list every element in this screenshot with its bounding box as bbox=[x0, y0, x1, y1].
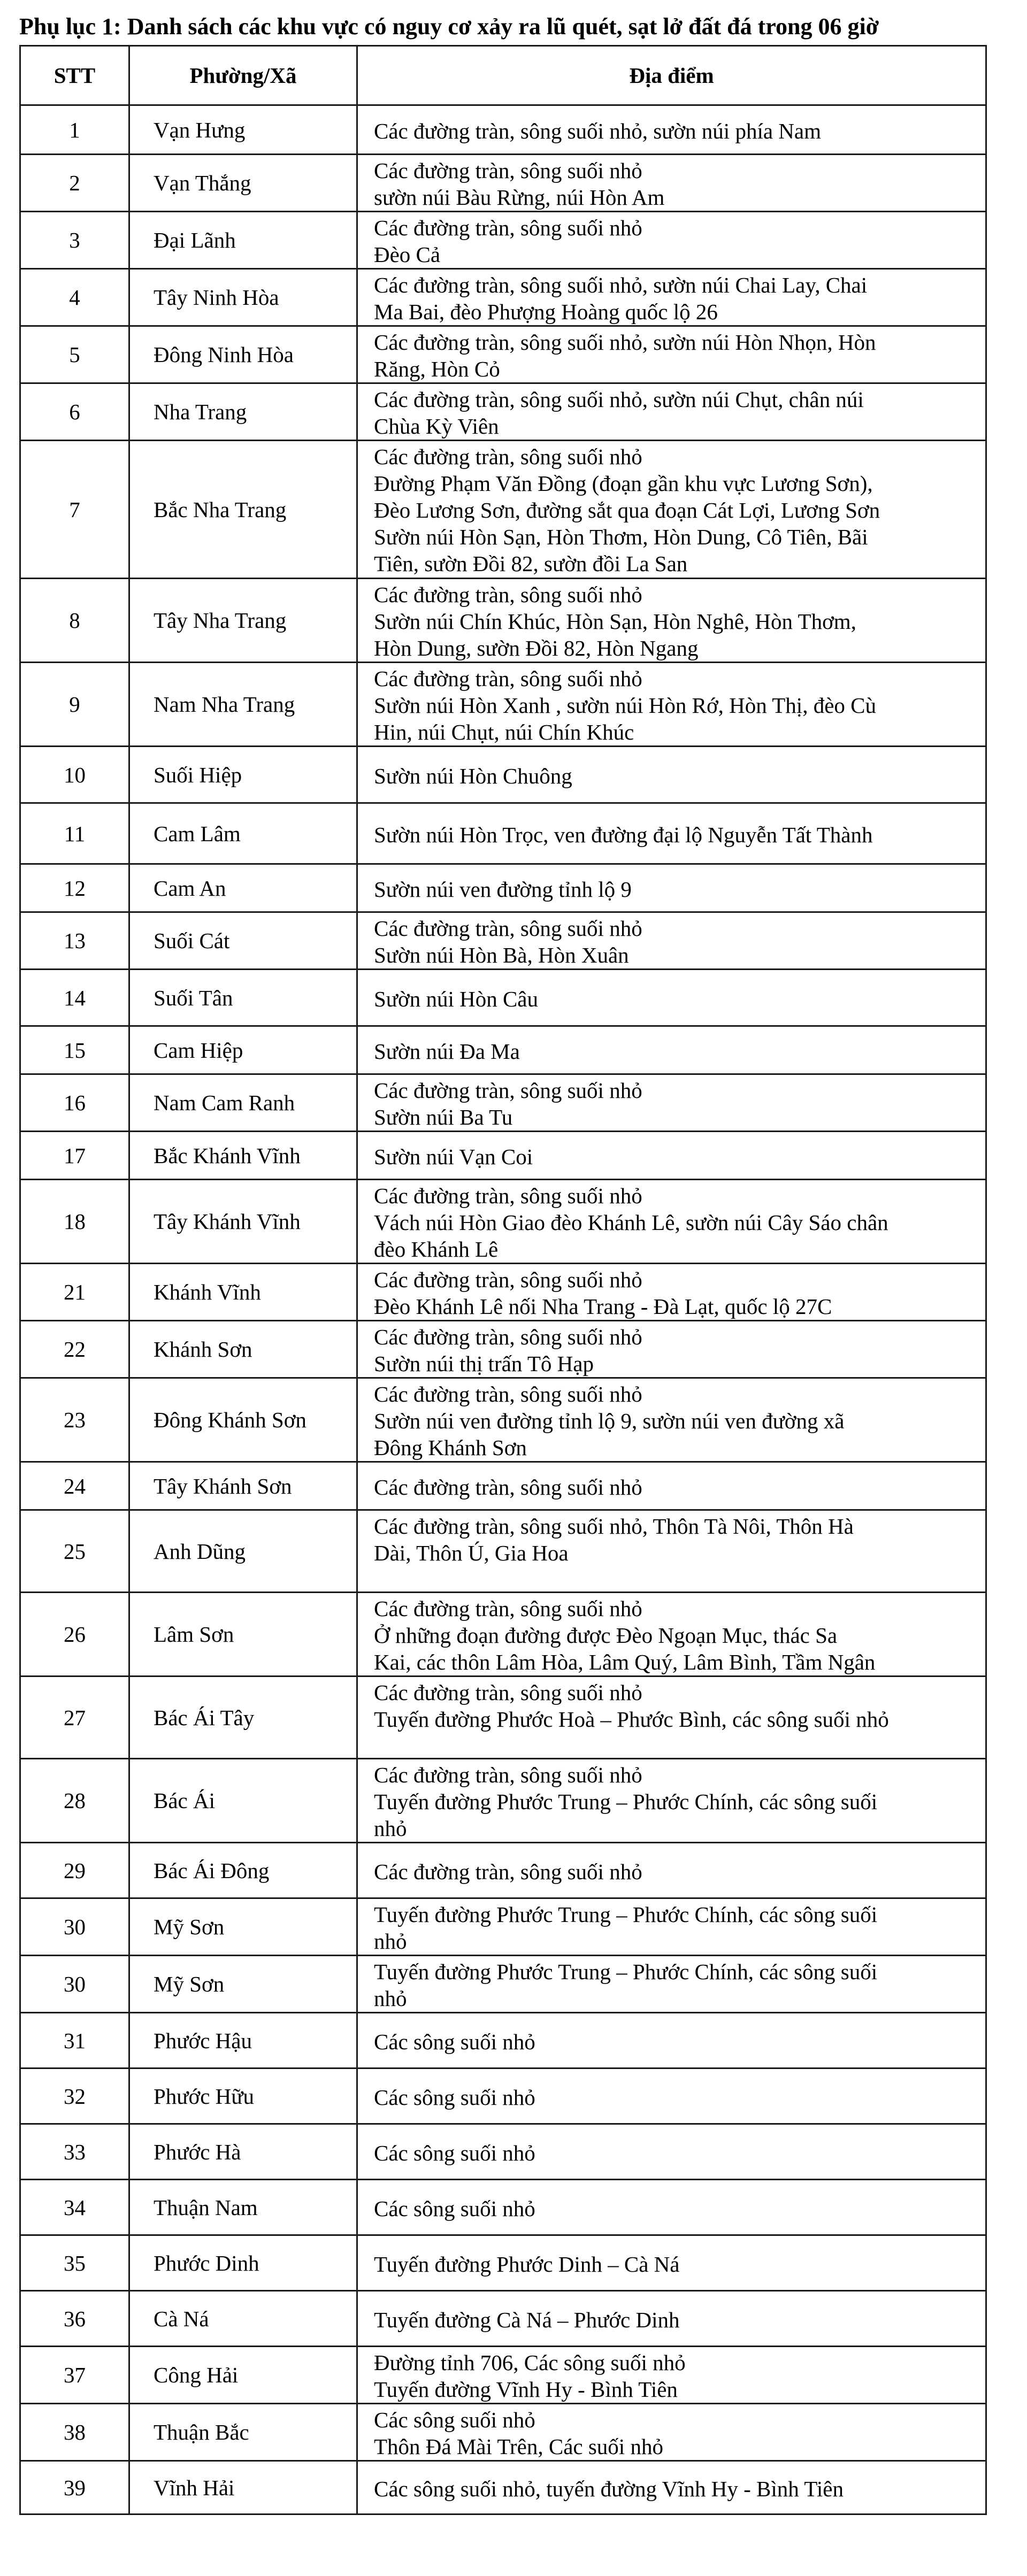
cell-location bbox=[357, 441, 986, 579]
cell-location bbox=[357, 2069, 986, 2124]
location-line: Sườn núi Hòn Trọc, ven đường đại lộ Nguyễn Tất Thành bbox=[374, 822, 873, 847]
cell-location bbox=[357, 1510, 986, 1593]
cell-ward: Phước Hữu bbox=[129, 2069, 357, 2124]
cell-ward: Bác Ái Đông bbox=[129, 1843, 357, 1898]
cell-ward: Vạn Thắng bbox=[129, 155, 357, 212]
location-line: Các sông suối nhỏ bbox=[374, 2029, 535, 2054]
cell-ward: Nha Trang bbox=[129, 383, 357, 441]
cell-ward: Bắc Nha Trang bbox=[129, 441, 357, 579]
table-row bbox=[20, 269, 986, 326]
cell-location bbox=[357, 1074, 986, 1132]
location-line: Hòn Dung, sườn Đồi 82, Hòn Ngang bbox=[374, 636, 699, 660]
table-row bbox=[20, 1677, 986, 1759]
location-line: Các đường tràn, sông suối nhỏ bbox=[374, 1382, 642, 1406]
cell-location bbox=[357, 2461, 986, 2515]
cell-stt: 4 bbox=[20, 269, 129, 326]
location-line: Các đường tràn, sông suối nhỏ bbox=[374, 1078, 642, 1103]
location-line: Đường tỉnh 706, Các sông suối nhỏ bbox=[374, 2350, 686, 2375]
cell-location bbox=[357, 326, 986, 383]
cell-stt: 28 bbox=[20, 1759, 129, 1843]
cell-location bbox=[357, 105, 986, 155]
cell-stt: 25 bbox=[20, 1510, 129, 1593]
location-line: sườn núi Bàu Rừng, núi Hòn Am bbox=[374, 185, 665, 210]
location-line: Các đường tràn, sông suối nhỏ bbox=[374, 1183, 642, 1208]
cell-stt: 27 bbox=[20, 1677, 129, 1759]
cell-location bbox=[357, 155, 986, 212]
cell-location bbox=[357, 2291, 986, 2347]
cell-location bbox=[357, 1593, 986, 1677]
cell-stt: 39 bbox=[20, 2461, 129, 2515]
location-line: Đèo Cả bbox=[374, 242, 441, 267]
cell-ward: Bác Ái bbox=[129, 1759, 357, 1843]
location-line: Các sông suối nhỏ, tuyến đường Vĩnh Hy - Bình Tiên bbox=[374, 2476, 844, 2501]
table-row bbox=[20, 1759, 986, 1843]
cell-location bbox=[357, 864, 986, 912]
location-line: Dài, Thôn Ú, Gia Hoa bbox=[374, 1541, 569, 1565]
cell-ward: Mỹ Sơn bbox=[129, 1956, 357, 2013]
location-line: Các đường tràn, sông suối nhỏ bbox=[374, 916, 642, 941]
location-line: Các đường tràn, sông suối nhỏ bbox=[374, 666, 642, 691]
table-row bbox=[20, 1264, 986, 1321]
table-row bbox=[20, 579, 986, 663]
cell-stt: 1 bbox=[20, 105, 129, 155]
cell-stt: 33 bbox=[20, 2124, 129, 2180]
cell-stt: 32 bbox=[20, 2069, 129, 2124]
cell-ward: Cam Lâm bbox=[129, 803, 357, 864]
cell-ward: Tây Nha Trang bbox=[129, 579, 357, 663]
cell-stt: 5 bbox=[20, 326, 129, 383]
location-line: Các sông suối nhỏ bbox=[374, 2085, 535, 2110]
cell-ward: Khánh Sơn bbox=[129, 1321, 357, 1378]
cell-stt: 24 bbox=[20, 1462, 129, 1510]
cell-stt: 18 bbox=[20, 1180, 129, 1264]
table-row bbox=[20, 2124, 986, 2180]
cell-stt: 37 bbox=[20, 2347, 129, 2404]
table-row bbox=[20, 663, 986, 747]
table-row bbox=[20, 1462, 986, 1510]
cell-stt: 3 bbox=[20, 212, 129, 269]
location-line: Sườn núi Hòn Xanh , sườn núi Hòn Rớ, Hòn Thị, đèo Cù bbox=[374, 693, 876, 718]
location-line: Chùa Kỳ Viên bbox=[374, 414, 499, 439]
table-row bbox=[20, 2013, 986, 2069]
cell-stt: 29 bbox=[20, 1843, 129, 1898]
location-line: Sườn núi Hòn Chuông bbox=[374, 763, 572, 788]
location-line: Các sông suối nhỏ bbox=[374, 2408, 535, 2432]
cell-location bbox=[357, 803, 986, 864]
cell-location bbox=[357, 970, 986, 1026]
cell-ward: Cà Ná bbox=[129, 2291, 357, 2347]
header-stt: STT bbox=[20, 46, 129, 105]
table-row bbox=[20, 747, 986, 803]
location-line: Các đường tràn, sông suối nhỏ, sườn núi phía Nam bbox=[374, 118, 821, 143]
appendix-title: Phụ lục 1: Danh sách các khu vực có nguy cơ xảy ra lũ quét, sạt lở đất đá trong 06 giờ bbox=[19, 13, 879, 40]
table-header-row bbox=[20, 46, 986, 105]
cell-location bbox=[357, 579, 986, 663]
table-row bbox=[20, 441, 986, 579]
location-line: Các đường tràn, sông suối nhỏ, Thôn Tà Nôi, Thôn Hà bbox=[374, 1514, 854, 1539]
cell-stt: 16 bbox=[20, 1074, 129, 1132]
location-line: Tuyến đường Cà Ná – Phước Dinh bbox=[374, 2307, 680, 2332]
location-line: Sườn núi Hòn Câu bbox=[374, 986, 538, 1011]
cell-stt: 8 bbox=[20, 579, 129, 663]
cell-location bbox=[357, 1677, 986, 1759]
cell-ward: Tây Khánh Sơn bbox=[129, 1462, 357, 1510]
location-line: Các đường tràn, sông suối nhỏ, sườn núi Hòn Nhọn, Hòn bbox=[374, 330, 876, 355]
location-line: Kai, các thôn Lâm Hòa, Lâm Quý, Lâm Bình, Tầm Ngân bbox=[374, 1650, 876, 1674]
table-row bbox=[20, 970, 986, 1026]
cell-stt: 23 bbox=[20, 1378, 129, 1462]
cell-location bbox=[357, 1264, 986, 1321]
cell-ward: Vạn Hưng bbox=[129, 105, 357, 155]
cell-location bbox=[357, 2013, 986, 2069]
table-row bbox=[20, 912, 986, 970]
location-line: Các đường tràn, sông suối nhỏ bbox=[374, 1325, 642, 1349]
table-row bbox=[20, 155, 986, 212]
location-line: Tuyến đường Phước Trung – Phước Chính, các sông suối bbox=[374, 1902, 878, 1927]
cell-stt: 30 bbox=[20, 1956, 129, 2013]
table-row bbox=[20, 2180, 986, 2235]
cell-location bbox=[357, 2124, 986, 2180]
cell-ward: Suối Hiệp bbox=[129, 747, 357, 803]
table-body bbox=[20, 105, 986, 2515]
cell-location bbox=[357, 912, 986, 970]
cell-stt: 14 bbox=[20, 970, 129, 1026]
cell-ward: Cam An bbox=[129, 864, 357, 912]
location-line: Các đường tràn, sông suối nhỏ, sườn núi Chai Lay, Chai bbox=[374, 273, 868, 297]
cell-ward: Đại Lãnh bbox=[129, 212, 357, 269]
cell-stt: 31 bbox=[20, 2013, 129, 2069]
cell-ward: Anh Dũng bbox=[129, 1510, 357, 1593]
location-line: Các đường tràn, sông suối nhỏ, sườn núi Chụt, chân núi bbox=[374, 387, 864, 412]
cell-stt: 34 bbox=[20, 2180, 129, 2235]
table-row bbox=[20, 1593, 986, 1677]
cell-location bbox=[357, 2404, 986, 2461]
cell-ward: Phước Hà bbox=[129, 2124, 357, 2180]
cell-ward: Phước Hậu bbox=[129, 2013, 357, 2069]
table-row bbox=[20, 1956, 986, 2013]
location-line: Vách núi Hòn Giao đèo Khánh Lê, sườn núi Cây Sáo chân bbox=[374, 1210, 888, 1235]
cell-stt: 15 bbox=[20, 1026, 129, 1074]
location-line: Các đường tràn, sông suối nhỏ bbox=[374, 582, 642, 607]
location-line: Sườn núi ven đường tỉnh lộ 9, sườn núi ven đường xã bbox=[374, 1409, 845, 1433]
cell-ward: Thuận Nam bbox=[129, 2180, 357, 2235]
cell-stt: 36 bbox=[20, 2291, 129, 2347]
location-line: Đường Phạm Văn Đồng (đoạn gần khu vực Lương Sơn), bbox=[374, 471, 873, 496]
location-line: nhỏ bbox=[374, 1816, 407, 1841]
location-line: Sườn núi thị trấn Tô Hạp bbox=[374, 1351, 594, 1376]
cell-location bbox=[357, 1956, 986, 2013]
location-line: Các đường tràn, sông suối nhỏ bbox=[374, 1859, 642, 1884]
cell-ward: Vĩnh Hải bbox=[129, 2461, 357, 2515]
cell-stt: 38 bbox=[20, 2404, 129, 2461]
cell-ward: Suối Cát bbox=[129, 912, 357, 970]
location-line: Các sông suối nhỏ bbox=[374, 2196, 535, 2221]
cell-ward: Nam Nha Trang bbox=[129, 663, 357, 747]
location-line: Các đường tràn, sông suối nhỏ bbox=[374, 1596, 642, 1621]
cell-stt: 11 bbox=[20, 803, 129, 864]
cell-ward: Nam Cam Ranh bbox=[129, 1074, 357, 1132]
location-line: Sườn núi Vạn Coi bbox=[374, 1144, 533, 1169]
location-line: Các đường tràn, sông suối nhỏ bbox=[374, 1474, 642, 1500]
cell-location bbox=[357, 1132, 986, 1180]
table-row bbox=[20, 1378, 986, 1462]
cell-location bbox=[357, 1180, 986, 1264]
location-line: Đông Khánh Sơn bbox=[374, 1435, 527, 1460]
location-line: Răng, Hòn Cỏ bbox=[374, 357, 500, 381]
location-line: đèo Khánh Lê bbox=[374, 1237, 499, 1262]
table-row bbox=[20, 2069, 986, 2124]
location-line: Tuyến đường Vĩnh Hy - Bình Tiên bbox=[374, 2377, 678, 2402]
table-row bbox=[20, 1321, 986, 1378]
table-row bbox=[20, 105, 986, 155]
cell-location bbox=[357, 1759, 986, 1843]
location-line: Tuyến đường Phước Trung – Phước Chính, các sông suối bbox=[374, 1789, 878, 1814]
cell-ward: Tây Ninh Hòa bbox=[129, 269, 357, 326]
table-row bbox=[20, 1180, 986, 1264]
cell-ward: Công Hải bbox=[129, 2347, 357, 2404]
table-row bbox=[20, 1026, 986, 1074]
cell-ward: Lâm Sơn bbox=[129, 1593, 357, 1677]
cell-ward: Bắc Khánh Vĩnh bbox=[129, 1132, 357, 1180]
cell-location bbox=[357, 1321, 986, 1378]
table-row bbox=[20, 383, 986, 441]
cell-location bbox=[357, 663, 986, 747]
cell-ward: Đông Ninh Hòa bbox=[129, 326, 357, 383]
cell-stt: 17 bbox=[20, 1132, 129, 1180]
cell-ward: Thuận Bắc bbox=[129, 2404, 357, 2461]
table-row bbox=[20, 2347, 986, 2404]
location-line: Thôn Đá Mài Trên, Các suối nhỏ bbox=[374, 2434, 663, 2459]
location-line: Các đường tràn, sông suối nhỏ bbox=[374, 444, 642, 469]
table-row bbox=[20, 2404, 986, 2461]
location-line: Sườn núi Hòn Sạn, Hòn Thơm, Hòn Dung, Cô Tiên, Bãi bbox=[374, 525, 868, 549]
table-row bbox=[20, 212, 986, 269]
table-row bbox=[20, 326, 986, 383]
location-line: Các sông suối nhỏ bbox=[374, 2140, 535, 2165]
location-line: Tuyến đường Phước Trung – Phước Chính, các sông suối bbox=[374, 1959, 878, 1984]
cell-location bbox=[357, 383, 986, 441]
cell-stt: 21 bbox=[20, 1264, 129, 1321]
cell-location bbox=[357, 1843, 986, 1898]
cell-location bbox=[357, 269, 986, 326]
location-line: Các đường tràn, sông suối nhỏ bbox=[374, 1763, 642, 1787]
cell-stt: 10 bbox=[20, 747, 129, 803]
location-line: Sườn núi Ba Tu bbox=[374, 1105, 513, 1129]
cell-location bbox=[357, 2180, 986, 2235]
location-line: nhỏ bbox=[374, 1986, 407, 2011]
table-row bbox=[20, 1843, 986, 1898]
cell-ward: Đông Khánh Sơn bbox=[129, 1378, 357, 1462]
cell-stt: 2 bbox=[20, 155, 129, 212]
table-row bbox=[20, 1898, 986, 1956]
cell-stt: 30 bbox=[20, 1898, 129, 1956]
table-row bbox=[20, 2461, 986, 2515]
cell-stt: 6 bbox=[20, 383, 129, 441]
cell-stt: 13 bbox=[20, 912, 129, 970]
table-row bbox=[20, 1132, 986, 1180]
location-line: Sườn núi Chín Khúc, Hòn Sạn, Hòn Nghê, Hòn Thơm, bbox=[374, 609, 856, 634]
location-line: Ở những đoạn đường được Đèo Ngoạn Mục, thác Sa bbox=[374, 1623, 838, 1648]
cell-location bbox=[357, 1462, 986, 1510]
cell-stt: 35 bbox=[20, 2235, 129, 2291]
header-location: Địa điểm bbox=[357, 46, 986, 105]
table-row bbox=[20, 1074, 986, 1132]
location-line: Tiên, sườn Đồi 82, sườn đồi La San bbox=[374, 551, 688, 576]
cell-location bbox=[357, 1026, 986, 1074]
location-line: nhỏ bbox=[374, 1929, 407, 1954]
table-row bbox=[20, 1510, 986, 1593]
cell-ward: Suối Tân bbox=[129, 970, 357, 1026]
location-line: Các đường tràn, sông suối nhỏ bbox=[374, 1680, 642, 1705]
table-row bbox=[20, 864, 986, 912]
location-line: Ma Bai, đèo Phượng Hoàng quốc lộ 26 bbox=[374, 299, 718, 324]
cell-ward: Phước Dinh bbox=[129, 2235, 357, 2291]
location-line: Tuyến đường Phước Hoà – Phước Bình, các sông suối nhỏ bbox=[374, 1707, 889, 1732]
location-line: Tuyến đường Phước Dinh – Cà Ná bbox=[374, 2251, 680, 2277]
location-line: Đèo Lương Sơn, đường sắt qua đoạn Cát Lợi, Lương Sơn bbox=[374, 498, 880, 522]
location-line: Các đường tràn, sông suối nhỏ bbox=[374, 1267, 642, 1292]
table-row bbox=[20, 2235, 986, 2291]
header-ward: Phường/Xã bbox=[129, 46, 357, 105]
location-line: Các đường tràn, sông suối nhỏ bbox=[374, 158, 642, 183]
cell-location bbox=[357, 747, 986, 803]
cell-ward: Tây Khánh Vĩnh bbox=[129, 1180, 357, 1264]
cell-ward: Bác Ái Tây bbox=[129, 1677, 357, 1759]
location-line: Sườn núi Hòn Bà, Hòn Xuân bbox=[374, 943, 629, 967]
cell-location bbox=[357, 1898, 986, 1956]
risk-area-table bbox=[19, 45, 987, 2515]
cell-ward: Mỹ Sơn bbox=[129, 1898, 357, 1956]
cell-stt: 12 bbox=[20, 864, 129, 912]
table-row bbox=[20, 2291, 986, 2347]
cell-location bbox=[357, 2235, 986, 2291]
cell-stt: 9 bbox=[20, 663, 129, 747]
location-line: Hin, núi Chụt, núi Chín Khúc bbox=[374, 720, 634, 744]
cell-location bbox=[357, 212, 986, 269]
cell-stt: 26 bbox=[20, 1593, 129, 1677]
location-line: Sườn núi ven đường tỉnh lộ 9 bbox=[374, 876, 632, 902]
location-line: Các đường tràn, sông suối nhỏ bbox=[374, 216, 642, 240]
location-line: Sườn núi Đa Ma bbox=[374, 1039, 520, 1064]
cell-location bbox=[357, 1378, 986, 1462]
cell-ward: Cam Hiệp bbox=[129, 1026, 357, 1074]
location-line: Đèo Khánh Lê nối Nha Trang - Đà Lạt, quốc lộ 27C bbox=[374, 1294, 832, 1319]
cell-ward: Khánh Vĩnh bbox=[129, 1264, 357, 1321]
cell-stt: 22 bbox=[20, 1321, 129, 1378]
cell-stt: 7 bbox=[20, 441, 129, 579]
table-row bbox=[20, 803, 986, 864]
cell-location bbox=[357, 2347, 986, 2404]
